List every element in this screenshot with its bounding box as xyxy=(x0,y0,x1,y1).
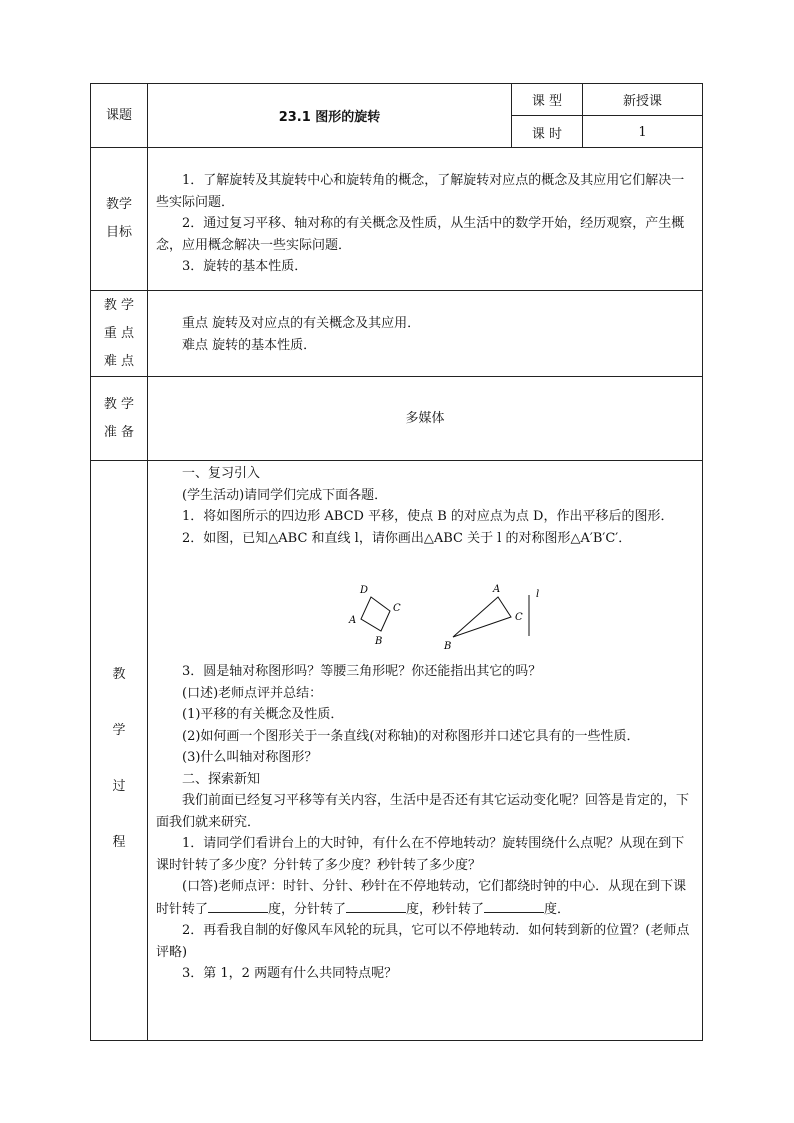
quadrilateral-abcd xyxy=(361,597,390,631)
preparation-content xyxy=(148,377,702,460)
answer-part-b: 度，分针转了 xyxy=(268,901,347,917)
summary-2: (2)如何画一个图形关于一条直线(对称轴)的对称图形并口述它具有的一些性质． xyxy=(182,728,640,744)
preparation-value: 多媒体 xyxy=(405,410,445,426)
process-label-char: 过 xyxy=(112,779,126,794)
process-label-char: 教 xyxy=(112,667,126,682)
hours-label: 课 时 xyxy=(512,116,583,148)
answer-part-a: (口答)老师点评：时针、分针、秒针在不停地转动，它们都绕时钟的中心．从现在到下课时针转了 xyxy=(156,879,687,917)
label-B2: B xyxy=(444,641,452,652)
explore-2: 2．再看我自制的好像风车风轮的玩具，它可以不停地转动．如何转到新的位置？(老师点评略) xyxy=(156,923,690,960)
summary-1: (1)平移的有关概念及性质． xyxy=(182,707,344,722)
goals-label-line1: 教学 xyxy=(105,197,132,212)
header-row xyxy=(91,84,702,148)
activity-text: (学生活动)请同学们完成下面各题． xyxy=(182,487,388,503)
key-label-line1: 教 学 xyxy=(103,297,135,313)
topic-label: 课题 xyxy=(91,84,148,147)
answer-blank-minute xyxy=(346,898,406,913)
hours-value: 1 xyxy=(638,124,647,140)
goals-label xyxy=(91,148,148,290)
summary-text: (口述)老师点评并总结： xyxy=(182,685,323,701)
process-row xyxy=(91,461,702,1041)
goals-label-line2: 目标 xyxy=(105,225,132,240)
figure-svg xyxy=(156,549,696,661)
lesson-plan-table xyxy=(90,83,703,1041)
preparation-row xyxy=(91,377,702,461)
section-title: 二、探索新知 xyxy=(182,771,261,787)
explore-1: 1．请同学们看讲台上的大时钟，有什么在不停地转动？旋转围绕什么点呢？从现在到下课时针转了多少度？分针转了多少度？秒针转了多少度？ xyxy=(156,836,685,873)
summary-3: (3)什么叫轴对称图形？ xyxy=(182,750,318,765)
preparation-label xyxy=(91,377,148,460)
key-points-label xyxy=(91,291,148,376)
key-points-content xyxy=(148,291,702,376)
difficult-point: 难点 旋转的基本性质． xyxy=(182,337,317,353)
process-label-char: 程 xyxy=(112,835,126,850)
process-label xyxy=(91,461,148,1041)
topic-title: 23.1 图形的旋转 xyxy=(278,110,381,125)
prep-label-line1: 教 学 xyxy=(103,396,135,412)
key-label-line3: 难 点 xyxy=(103,353,135,369)
topic-title-cell xyxy=(148,84,512,147)
goals-content xyxy=(148,148,702,290)
process-label-char: 学 xyxy=(112,723,126,738)
question-1: 1．将如图所示的四边形 ABCD 平移，使点 B 的对应点为点 D，作出平移后的图形． xyxy=(182,509,674,524)
intro-text: 我们前面已经复习平移等有关内容，生活中是否还有其它运动变化呢？回答是肯定的，下面我们就来研究． xyxy=(156,793,690,830)
label-C: C xyxy=(393,603,401,614)
process-content xyxy=(148,461,702,1041)
type-label: 课 型 xyxy=(512,84,583,116)
explore-3: 3．第 1，2 两题有什么共同特点呢？ xyxy=(182,966,398,981)
section-title: 一、复习引入 xyxy=(182,466,261,481)
label-D: D xyxy=(360,585,369,596)
question-3: 3．圆是轴对称图形吗？等腰三角形呢？你还能指出其它的吗？ xyxy=(182,664,542,679)
label-A: A xyxy=(349,615,357,626)
label-l: l xyxy=(536,589,540,600)
prep-label-line2: 准 备 xyxy=(103,424,135,440)
label-A2: A xyxy=(493,584,501,595)
answer-part-d: 度． xyxy=(544,901,571,917)
key-label-line2: 重 点 xyxy=(103,325,135,341)
question-2: 2．如图，已知△ABC 和直线 l，请你画出△ABC 关于 l 的对称图形△A′B′C′． xyxy=(182,530,632,546)
key-points-row xyxy=(91,291,702,377)
explore-1-answer xyxy=(156,876,696,920)
key-point: 重点 旋转及对应点的有关概念及其应用． xyxy=(182,316,421,331)
label-B: B xyxy=(375,636,383,647)
geometry-figure xyxy=(156,549,696,661)
answer-blank-second xyxy=(484,898,544,913)
answer-part-c: 度，秒针转了 xyxy=(406,901,485,917)
goal-item: 1．了解旋转及其旋转中心和旋转角的概念，了解旋转对应点的概念及其应用它们解决一些实际问题． xyxy=(156,173,685,210)
type-value: 新授课 xyxy=(583,84,702,116)
goal-item: 3．旋转的基本性质． xyxy=(182,259,308,274)
goal-item: 2．通过复习平移、轴对称的有关概念及性质，从生活中的数学开始，经历观察，产生概念，应用概念解决一些实际问题． xyxy=(156,216,685,253)
label-C2: C xyxy=(515,612,523,623)
answer-blank-hour xyxy=(208,898,268,913)
triangle-abc xyxy=(453,597,511,637)
goals-row xyxy=(91,148,702,291)
